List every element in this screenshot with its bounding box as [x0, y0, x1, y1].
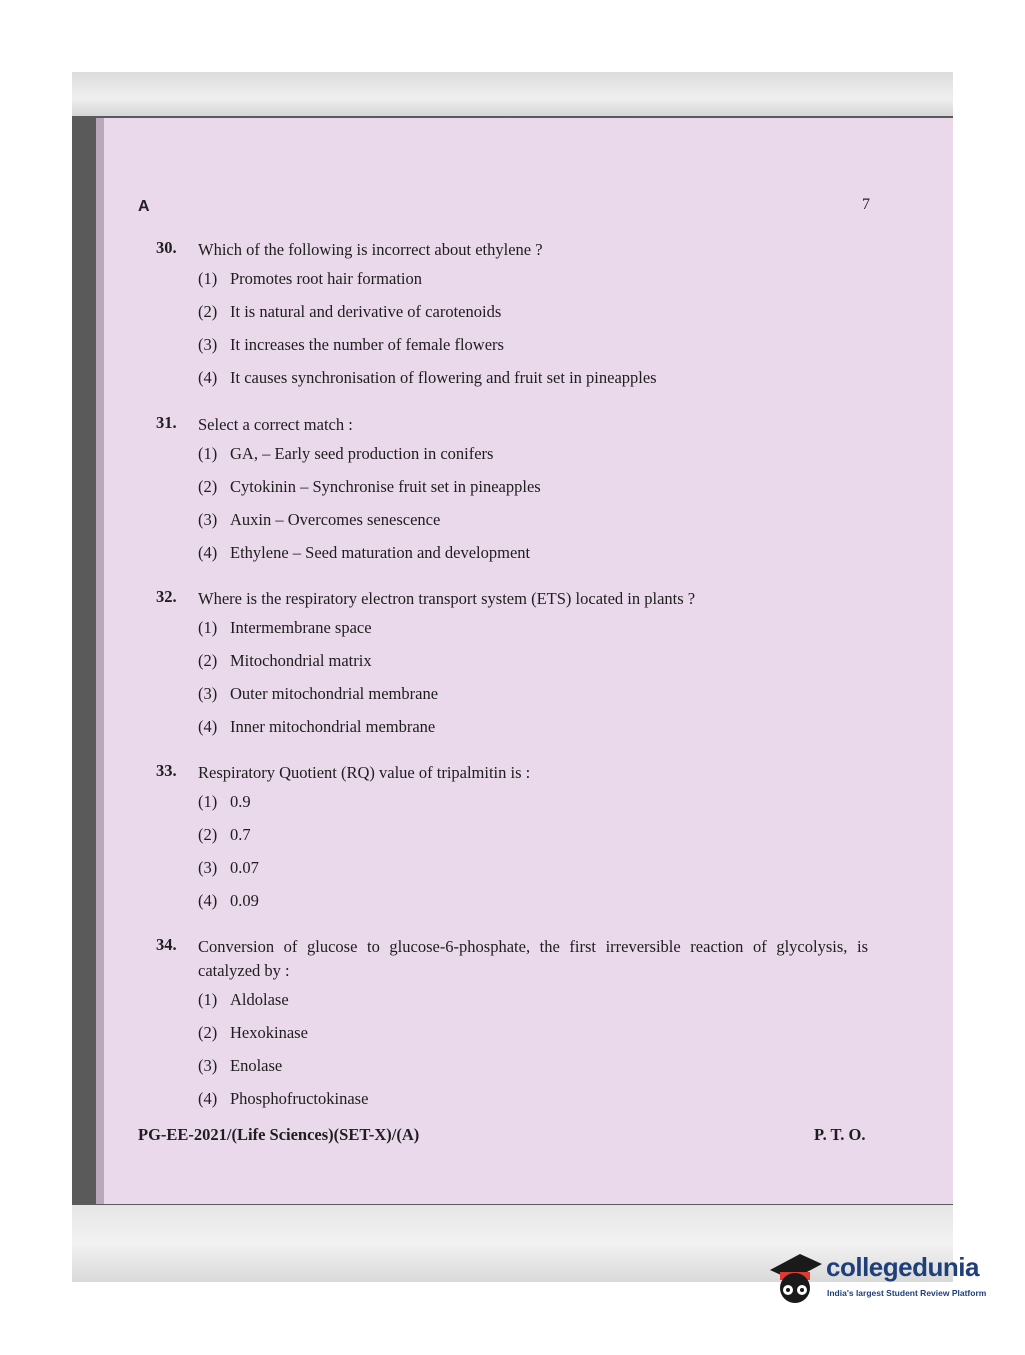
- option-number: (1): [198, 792, 218, 811]
- collegedunia-logo: [766, 1248, 994, 1310]
- option-number: (3): [198, 1056, 218, 1075]
- question-number: 30.: [156, 238, 177, 257]
- option-text: 0.9: [230, 792, 251, 811]
- option-number: (2): [198, 651, 218, 670]
- option: [156, 785, 868, 818]
- option-number: (2): [198, 1023, 218, 1042]
- option-number: (4): [198, 1089, 218, 1108]
- question-number: 32.: [156, 587, 177, 606]
- brand-name: collegedunia: [826, 1252, 979, 1282]
- question-text: Respiratory Quotient (RQ) value of tripalmitin is :: [198, 763, 531, 782]
- scan-top-strip: [72, 72, 953, 116]
- question-30: [156, 238, 868, 394]
- option-list: [156, 983, 868, 1115]
- question-33: [156, 761, 868, 917]
- option-text: Phosphofructokinase: [230, 1089, 369, 1108]
- option-text: Cytokinin – Synchronise fruit set in pineapples: [230, 477, 541, 496]
- option: [156, 851, 868, 884]
- question-32: [156, 587, 868, 743]
- option-text: Promotes root hair formation: [230, 269, 423, 288]
- option-list: [156, 437, 868, 569]
- option-text: Ethylene – Seed maturation and development: [230, 543, 531, 562]
- option: [156, 983, 868, 1016]
- option-text: 0.07: [230, 858, 259, 877]
- option-text: 0.7: [230, 825, 251, 844]
- option: [156, 644, 868, 677]
- option: [156, 262, 868, 295]
- option-number: (1): [198, 444, 218, 463]
- question-text: Conversion of glucose to glucose-6-phosphate, the first irreversible reaction of glycolysis, is catalyzed by :: [198, 937, 868, 980]
- option-text: Hexokinase: [230, 1023, 308, 1042]
- option-number: (3): [198, 858, 218, 877]
- option-text: Aldolase: [230, 990, 289, 1009]
- option-list: [156, 611, 868, 743]
- option: [156, 470, 868, 503]
- question-text: Which of the following is incorrect about ethylene ?: [198, 240, 543, 259]
- option: [156, 437, 868, 470]
- brand-tagline: India's largest Student Review Platform: [827, 1288, 987, 1298]
- question-number: 34.: [156, 935, 177, 954]
- option-number: (2): [198, 825, 218, 844]
- option-number: (3): [198, 684, 218, 703]
- question-31: [156, 413, 868, 569]
- option: [156, 1049, 868, 1082]
- option-list: [156, 785, 868, 917]
- option-text: 0.09: [230, 891, 259, 910]
- question-number: 31.: [156, 413, 177, 432]
- option-number: (2): [198, 477, 218, 496]
- option-number: (4): [198, 891, 218, 910]
- option-number: (2): [198, 302, 218, 321]
- option: [156, 536, 868, 569]
- question-number: 33.: [156, 761, 177, 780]
- option-number: (1): [198, 618, 218, 637]
- option: [156, 328, 868, 361]
- option-text: Outer mitochondrial membrane: [230, 684, 439, 703]
- option-text: Enolase: [230, 1056, 283, 1075]
- question-34: [156, 935, 868, 1115]
- option: [156, 503, 868, 536]
- option: [156, 818, 868, 851]
- option: [156, 884, 868, 917]
- option-number: (1): [198, 269, 218, 288]
- option-text: Inner mitochondrial membrane: [230, 717, 436, 736]
- page-number: 7: [862, 196, 870, 213]
- option-text: It increases the number of female flowers: [230, 335, 504, 354]
- option: [156, 1082, 868, 1115]
- option: [156, 611, 868, 644]
- option: [156, 361, 868, 394]
- please-turn-over: P. T. O.: [814, 1125, 866, 1144]
- option-number: (4): [198, 717, 218, 736]
- page-binding-edge: [96, 118, 104, 1204]
- option-text: It is natural and derivative of carotenoids: [230, 302, 502, 321]
- option: [156, 710, 868, 743]
- option-number: (1): [198, 990, 218, 1009]
- option: [156, 295, 868, 328]
- option-number: (4): [198, 368, 218, 387]
- question-text: Select a correct match :: [198, 415, 353, 434]
- option-text: Mitochondrial matrix: [230, 651, 372, 670]
- question-text: Where is the respiratory electron transport system (ETS) located in plants ?: [198, 589, 696, 608]
- option: [156, 1016, 868, 1049]
- option-text: It causes synchronisation of flowering and fruit set in pineapples: [230, 368, 657, 387]
- option-number: (3): [198, 335, 218, 354]
- option-list: [156, 262, 868, 394]
- option-number: (4): [198, 543, 218, 562]
- option-text: GA, – Early seed production in conifers: [230, 444, 494, 463]
- option-text: Intermembrane space: [230, 618, 372, 637]
- option: [156, 677, 868, 710]
- set-letter: A: [138, 198, 150, 215]
- option-text: Auxin – Overcomes senescence: [230, 510, 441, 529]
- mascot-icon: [766, 1248, 824, 1310]
- option-number: (3): [198, 510, 218, 529]
- paper-code: PG-EE-2021/(Life Sciences)(SET-X)/(A): [138, 1125, 420, 1144]
